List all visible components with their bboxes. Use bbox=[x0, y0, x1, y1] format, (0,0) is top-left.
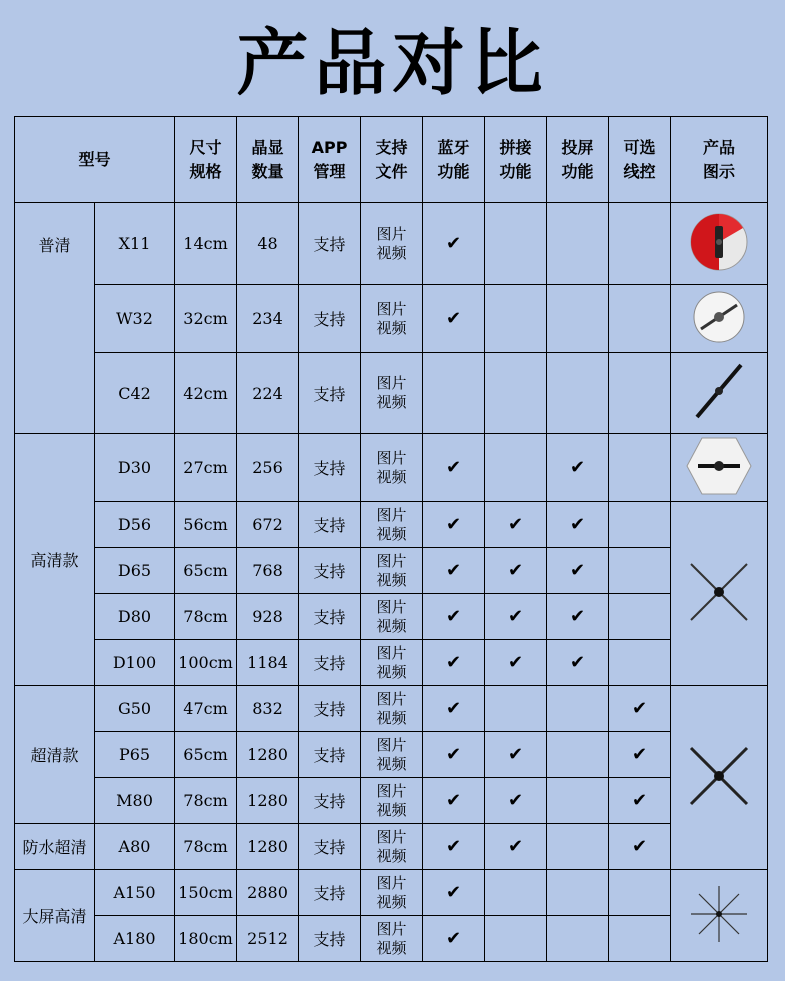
header-model: 型号 bbox=[15, 117, 175, 203]
check-mark-icon: ✔ bbox=[445, 514, 462, 535]
check-mark-icon: ✔ bbox=[569, 560, 586, 581]
cast-cell bbox=[547, 732, 609, 778]
check-mark-icon: ✔ bbox=[507, 514, 524, 535]
app-cell: 支持 bbox=[299, 686, 361, 732]
bluetooth-cell bbox=[423, 686, 485, 732]
bluetooth-cell bbox=[423, 434, 485, 502]
white-disc-fan-icon bbox=[691, 289, 747, 345]
cast-cell bbox=[547, 548, 609, 594]
model-cell: P65 bbox=[95, 732, 175, 778]
bluetooth-cell bbox=[423, 285, 485, 353]
splice-cell bbox=[485, 916, 547, 962]
led-count-cell: 1184 bbox=[237, 640, 299, 686]
product-image-cell bbox=[671, 434, 768, 502]
check-mark-icon: ✔ bbox=[569, 606, 586, 627]
check-mark-icon: ✔ bbox=[445, 882, 462, 903]
check-mark-icon: ✔ bbox=[507, 744, 524, 765]
table-row bbox=[15, 916, 768, 962]
four-blade-fan-large-icon bbox=[687, 744, 751, 808]
product-image-cell bbox=[671, 686, 768, 870]
splice-cell bbox=[485, 203, 547, 285]
app-cell: 支持 bbox=[299, 778, 361, 824]
size-cell: 47cm bbox=[175, 686, 237, 732]
product-image-cell bbox=[671, 285, 768, 353]
model-cell: G50 bbox=[95, 686, 175, 732]
size-cell: 32cm bbox=[175, 285, 237, 353]
bluetooth-cell bbox=[423, 732, 485, 778]
group-label: 超清款 bbox=[15, 686, 95, 824]
check-mark-icon: ✔ bbox=[569, 457, 586, 478]
check-mark-icon: ✔ bbox=[569, 514, 586, 535]
files-cell: 图片 视频 bbox=[361, 916, 423, 962]
header-leds: 晶显 数量 bbox=[237, 117, 299, 203]
led-count-cell: 234 bbox=[237, 285, 299, 353]
model-cell: D100 bbox=[95, 640, 175, 686]
files-cell: 图片 视频 bbox=[361, 353, 423, 434]
files-cell: 图片 视频 bbox=[361, 686, 423, 732]
check-mark-icon: ✔ bbox=[445, 560, 462, 581]
files-cell: 图片 视频 bbox=[361, 502, 423, 548]
header-row bbox=[15, 117, 768, 203]
files-cell: 图片 视频 bbox=[361, 594, 423, 640]
table-row bbox=[15, 434, 768, 502]
files-cell: 图片 视频 bbox=[361, 640, 423, 686]
table-row bbox=[15, 502, 768, 548]
table-row bbox=[15, 778, 768, 824]
wired-cell bbox=[609, 353, 671, 434]
page-title: 产品对比 bbox=[236, 21, 549, 105]
splice-cell bbox=[485, 640, 547, 686]
size-cell: 150cm bbox=[175, 870, 237, 916]
two-blade-fan-icon bbox=[691, 361, 747, 421]
header-files: 支持 文件 bbox=[361, 117, 423, 203]
table-row bbox=[15, 686, 768, 732]
group-label: 普清 bbox=[15, 203, 95, 434]
header-bluetooth: 蓝牙 功能 bbox=[423, 117, 485, 203]
header-image: 产品 图示 bbox=[671, 117, 768, 203]
files-cell: 图片 视频 bbox=[361, 870, 423, 916]
model-cell: A150 bbox=[95, 870, 175, 916]
cast-cell bbox=[547, 502, 609, 548]
splice-cell bbox=[485, 778, 547, 824]
size-cell: 65cm bbox=[175, 548, 237, 594]
bluetooth-cell bbox=[423, 640, 485, 686]
led-count-cell: 832 bbox=[237, 686, 299, 732]
size-cell: 100cm bbox=[175, 640, 237, 686]
check-mark-icon: ✔ bbox=[445, 744, 462, 765]
splice-cell bbox=[485, 502, 547, 548]
app-cell: 支持 bbox=[299, 824, 361, 870]
splice-cell bbox=[485, 686, 547, 732]
hexagon-fan-icon bbox=[686, 436, 752, 496]
cast-cell bbox=[547, 353, 609, 434]
header-size: 尺寸 规格 bbox=[175, 117, 237, 203]
cast-cell bbox=[547, 203, 609, 285]
wired-cell bbox=[609, 778, 671, 824]
cast-cell bbox=[547, 594, 609, 640]
model-cell: A80 bbox=[95, 824, 175, 870]
splice-cell bbox=[485, 732, 547, 778]
product-image-cell bbox=[671, 353, 768, 434]
table-row bbox=[15, 285, 768, 353]
files-cell: 图片 视频 bbox=[361, 548, 423, 594]
bluetooth-cell bbox=[423, 548, 485, 594]
four-blade-fan-icon bbox=[687, 560, 751, 624]
bluetooth-cell bbox=[423, 916, 485, 962]
cast-cell bbox=[547, 870, 609, 916]
size-cell: 78cm bbox=[175, 594, 237, 640]
model-cell: D65 bbox=[95, 548, 175, 594]
splice-cell bbox=[485, 353, 547, 434]
wired-cell bbox=[609, 824, 671, 870]
bluetooth-cell bbox=[423, 353, 485, 434]
wired-cell bbox=[609, 548, 671, 594]
red-sphere-fan-icon bbox=[689, 212, 749, 272]
model-cell: X11 bbox=[95, 203, 175, 285]
check-mark-icon: ✔ bbox=[631, 790, 648, 811]
model-cell: D80 bbox=[95, 594, 175, 640]
table-row bbox=[15, 594, 768, 640]
wired-cell bbox=[609, 870, 671, 916]
cast-cell bbox=[547, 285, 609, 353]
product-image-cell bbox=[671, 870, 768, 962]
check-mark-icon: ✔ bbox=[569, 652, 586, 673]
wired-cell bbox=[609, 916, 671, 962]
app-cell: 支持 bbox=[299, 203, 361, 285]
check-mark-icon: ✔ bbox=[445, 457, 462, 478]
files-cell: 图片 视频 bbox=[361, 732, 423, 778]
check-mark-icon: ✔ bbox=[631, 744, 648, 765]
group-label: 大屏高清 bbox=[15, 870, 95, 962]
splice-cell bbox=[485, 285, 547, 353]
led-count-cell: 2880 bbox=[237, 870, 299, 916]
cast-cell bbox=[547, 686, 609, 732]
check-mark-icon: ✔ bbox=[445, 233, 462, 254]
app-cell: 支持 bbox=[299, 434, 361, 502]
led-count-cell: 224 bbox=[237, 353, 299, 434]
size-cell: 180cm bbox=[175, 916, 237, 962]
table-row bbox=[15, 870, 768, 916]
check-mark-icon: ✔ bbox=[445, 308, 462, 329]
check-mark-icon: ✔ bbox=[445, 928, 462, 949]
table-row bbox=[15, 353, 768, 434]
app-cell: 支持 bbox=[299, 353, 361, 434]
splice-cell bbox=[485, 594, 547, 640]
model-cell: A180 bbox=[95, 916, 175, 962]
check-mark-icon: ✔ bbox=[445, 652, 462, 673]
files-cell: 图片 视频 bbox=[361, 434, 423, 502]
wired-cell bbox=[609, 640, 671, 686]
splice-cell bbox=[485, 434, 547, 502]
check-mark-icon: ✔ bbox=[507, 560, 524, 581]
size-cell: 78cm bbox=[175, 778, 237, 824]
model-cell: D30 bbox=[95, 434, 175, 502]
files-cell: 图片 视频 bbox=[361, 285, 423, 353]
wired-cell bbox=[609, 203, 671, 285]
splice-cell bbox=[485, 548, 547, 594]
led-count-cell: 672 bbox=[237, 502, 299, 548]
cast-cell bbox=[547, 778, 609, 824]
wired-cell bbox=[609, 434, 671, 502]
bluetooth-cell bbox=[423, 870, 485, 916]
check-mark-icon: ✔ bbox=[507, 790, 524, 811]
model-cell: M80 bbox=[95, 778, 175, 824]
cast-cell bbox=[547, 916, 609, 962]
header-app: APP 管理 bbox=[299, 117, 361, 203]
size-cell: 14cm bbox=[175, 203, 237, 285]
size-cell: 78cm bbox=[175, 824, 237, 870]
splice-cell bbox=[485, 824, 547, 870]
size-cell: 65cm bbox=[175, 732, 237, 778]
bluetooth-cell bbox=[423, 203, 485, 285]
product-comparison-table bbox=[14, 116, 768, 962]
table-row bbox=[15, 732, 768, 778]
app-cell: 支持 bbox=[299, 502, 361, 548]
table-row bbox=[15, 548, 768, 594]
app-cell: 支持 bbox=[299, 548, 361, 594]
files-cell: 图片 视频 bbox=[361, 824, 423, 870]
size-cell: 42cm bbox=[175, 353, 237, 434]
led-count-cell: 1280 bbox=[237, 824, 299, 870]
check-mark-icon: ✔ bbox=[631, 836, 648, 857]
table-row bbox=[15, 640, 768, 686]
files-cell: 图片 视频 bbox=[361, 203, 423, 285]
check-mark-icon: ✔ bbox=[445, 698, 462, 719]
check-mark-icon: ✔ bbox=[507, 652, 524, 673]
product-image-cell bbox=[671, 203, 768, 285]
led-count-cell: 1280 bbox=[237, 732, 299, 778]
cast-cell bbox=[547, 434, 609, 502]
model-cell: W32 bbox=[95, 285, 175, 353]
header-wired: 可选 线控 bbox=[609, 117, 671, 203]
app-cell: 支持 bbox=[299, 594, 361, 640]
multi-blade-fan-icon bbox=[689, 884, 749, 944]
led-count-cell: 768 bbox=[237, 548, 299, 594]
app-cell: 支持 bbox=[299, 285, 361, 353]
wired-cell bbox=[609, 285, 671, 353]
app-cell: 支持 bbox=[299, 640, 361, 686]
cast-cell bbox=[547, 824, 609, 870]
app-cell: 支持 bbox=[299, 732, 361, 778]
model-cell: D56 bbox=[95, 502, 175, 548]
product-image-cell bbox=[671, 502, 768, 686]
wired-cell bbox=[609, 594, 671, 640]
led-count-cell: 1280 bbox=[237, 778, 299, 824]
header-splice: 拼接 功能 bbox=[485, 117, 547, 203]
led-count-cell: 48 bbox=[237, 203, 299, 285]
group-label: 高清款 bbox=[15, 434, 95, 686]
cast-cell bbox=[547, 640, 609, 686]
led-count-cell: 2512 bbox=[237, 916, 299, 962]
app-cell: 支持 bbox=[299, 916, 361, 962]
app-cell: 支持 bbox=[299, 870, 361, 916]
check-mark-icon: ✔ bbox=[507, 836, 524, 857]
led-count-cell: 928 bbox=[237, 594, 299, 640]
check-mark-icon: ✔ bbox=[507, 606, 524, 627]
bluetooth-cell bbox=[423, 778, 485, 824]
led-count-cell: 256 bbox=[237, 434, 299, 502]
check-mark-icon: ✔ bbox=[445, 606, 462, 627]
table-row bbox=[15, 824, 768, 870]
check-mark-icon: ✔ bbox=[445, 836, 462, 857]
splice-cell bbox=[485, 870, 547, 916]
table-row bbox=[15, 203, 768, 285]
model-cell: C42 bbox=[95, 353, 175, 434]
bluetooth-cell bbox=[423, 594, 485, 640]
size-cell: 27cm bbox=[175, 434, 237, 502]
wired-cell bbox=[609, 502, 671, 548]
group-label: 防水超清 bbox=[15, 824, 95, 870]
check-mark-icon: ✔ bbox=[631, 698, 648, 719]
bluetooth-cell bbox=[423, 824, 485, 870]
bluetooth-cell bbox=[423, 502, 485, 548]
size-cell: 56cm bbox=[175, 502, 237, 548]
check-mark-icon: ✔ bbox=[445, 790, 462, 811]
wired-cell bbox=[609, 686, 671, 732]
header-cast: 投屏 功能 bbox=[547, 117, 609, 203]
wired-cell bbox=[609, 732, 671, 778]
files-cell: 图片 视频 bbox=[361, 778, 423, 824]
